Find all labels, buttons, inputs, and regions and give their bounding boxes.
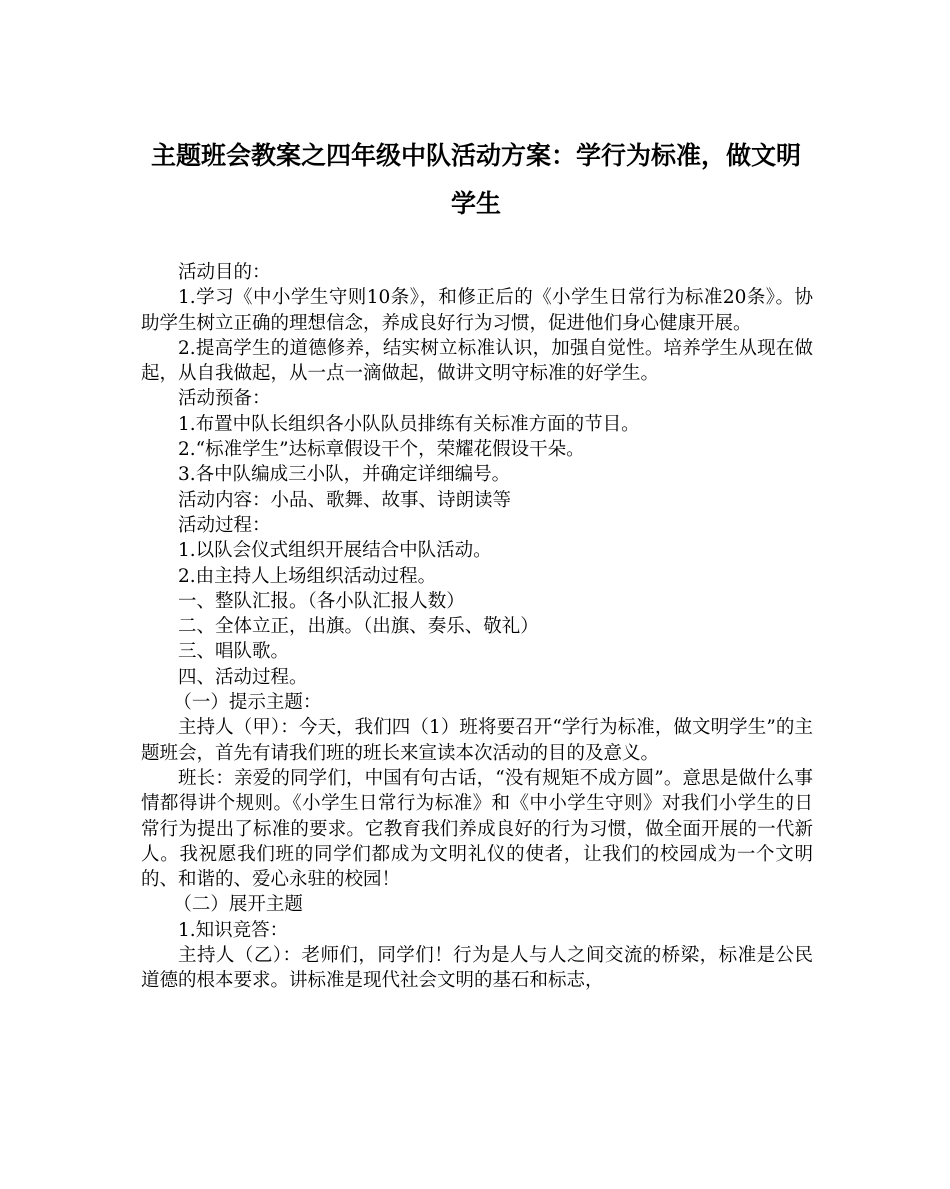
paragraph-objective-1: 1.学习《中小学生守则10条》，和修正后的《小学生日常行为标准20条》。协助学生树立正确的理想信念，养成良好行为习惯，促进他们身心健康开展。 bbox=[141, 287, 813, 334]
paragraph-quiz-heading: 1.知识竞答： bbox=[178, 919, 289, 941]
paragraph-objective-heading: 活动目的： bbox=[178, 262, 271, 283]
paragraph-preparation-3: 3.各中队编成三小队，并确定详细编号。 bbox=[178, 464, 511, 486]
paragraph-step-4: 四、活动过程。 bbox=[178, 666, 308, 688]
paragraph-content: 活动内容：小品、歌舞、故事、诗朗读等 bbox=[178, 489, 512, 511]
paragraph-step-3: 三、唱队歌。 bbox=[178, 641, 290, 663]
paragraph-process-1: 1.以队会仪式组织开展结合中队活动。 bbox=[178, 540, 492, 562]
paragraph-process-heading: 活动过程： bbox=[178, 514, 271, 536]
paragraph-preparation-2: 2.“标准学生”达标章假设干个，荣耀花假设干朵。 bbox=[178, 439, 585, 461]
document-title: 主题班会教案之四年级中队活动方案：学行为标准，做文明学生 bbox=[150, 141, 801, 218]
paragraph-objective-2: 2.提高学生的道德修养，结实树立标准认识，加强自觉性。培养学生从现在做起，从自我做起，从一点一滴做起，做讲文明守标准的好学生。 bbox=[141, 337, 813, 385]
paragraph-subsection-1: （一）提示主题： bbox=[173, 692, 322, 714]
paragraph-subsection-2: （二）展开主题 bbox=[173, 894, 303, 916]
paragraph-process-2: 2.由主持人上场组织活动过程。 bbox=[178, 565, 437, 587]
paragraph-monitor: 班长：亲爱的同学们，中国有句古话，“没有规矩不成方圆”。意思是做什么事情都得讲个规则。《小学生日常行为标准》和《中小学生守则》对我们小学生的日常行为提出了标准的要求。它教育我们养成良好的行为习惯，做全面开展的一代新人。我祝愿我们班的同学们都成为文明礼仪的使者，让我们的校园成为一个文明的、和谐的、爱心永驻的校园！ bbox=[141, 767, 813, 891]
paragraph-host-b: 主持人（乙）：老师们，同学们！行为是人与人之间交流的桥梁，标准是公民道德的根本要求。讲标准是现代社会文明的基石和标志， bbox=[141, 945, 813, 992]
paragraph-step-1: 一、整队汇报。（各小队汇报人数） bbox=[178, 590, 465, 612]
paragraph-preparation-1: 1.布置中队长组织各小队队员排练有关标准方面的节目。 bbox=[178, 413, 640, 435]
document-body bbox=[141, 260, 813, 994]
paragraph-preparation-heading: 活动预备： bbox=[178, 388, 271, 410]
paragraph-step-2: 二、全体立正，出旗。（出旗、奏乐、敬礼） bbox=[178, 616, 539, 638]
paragraph-host-a: 主持人（甲）：今天，我们四（1）班将要召开“学行为标准，做文明学生”的主题班会，首先有请我们班的班长来宣读本次活动的目的及意义。 bbox=[141, 717, 813, 764]
